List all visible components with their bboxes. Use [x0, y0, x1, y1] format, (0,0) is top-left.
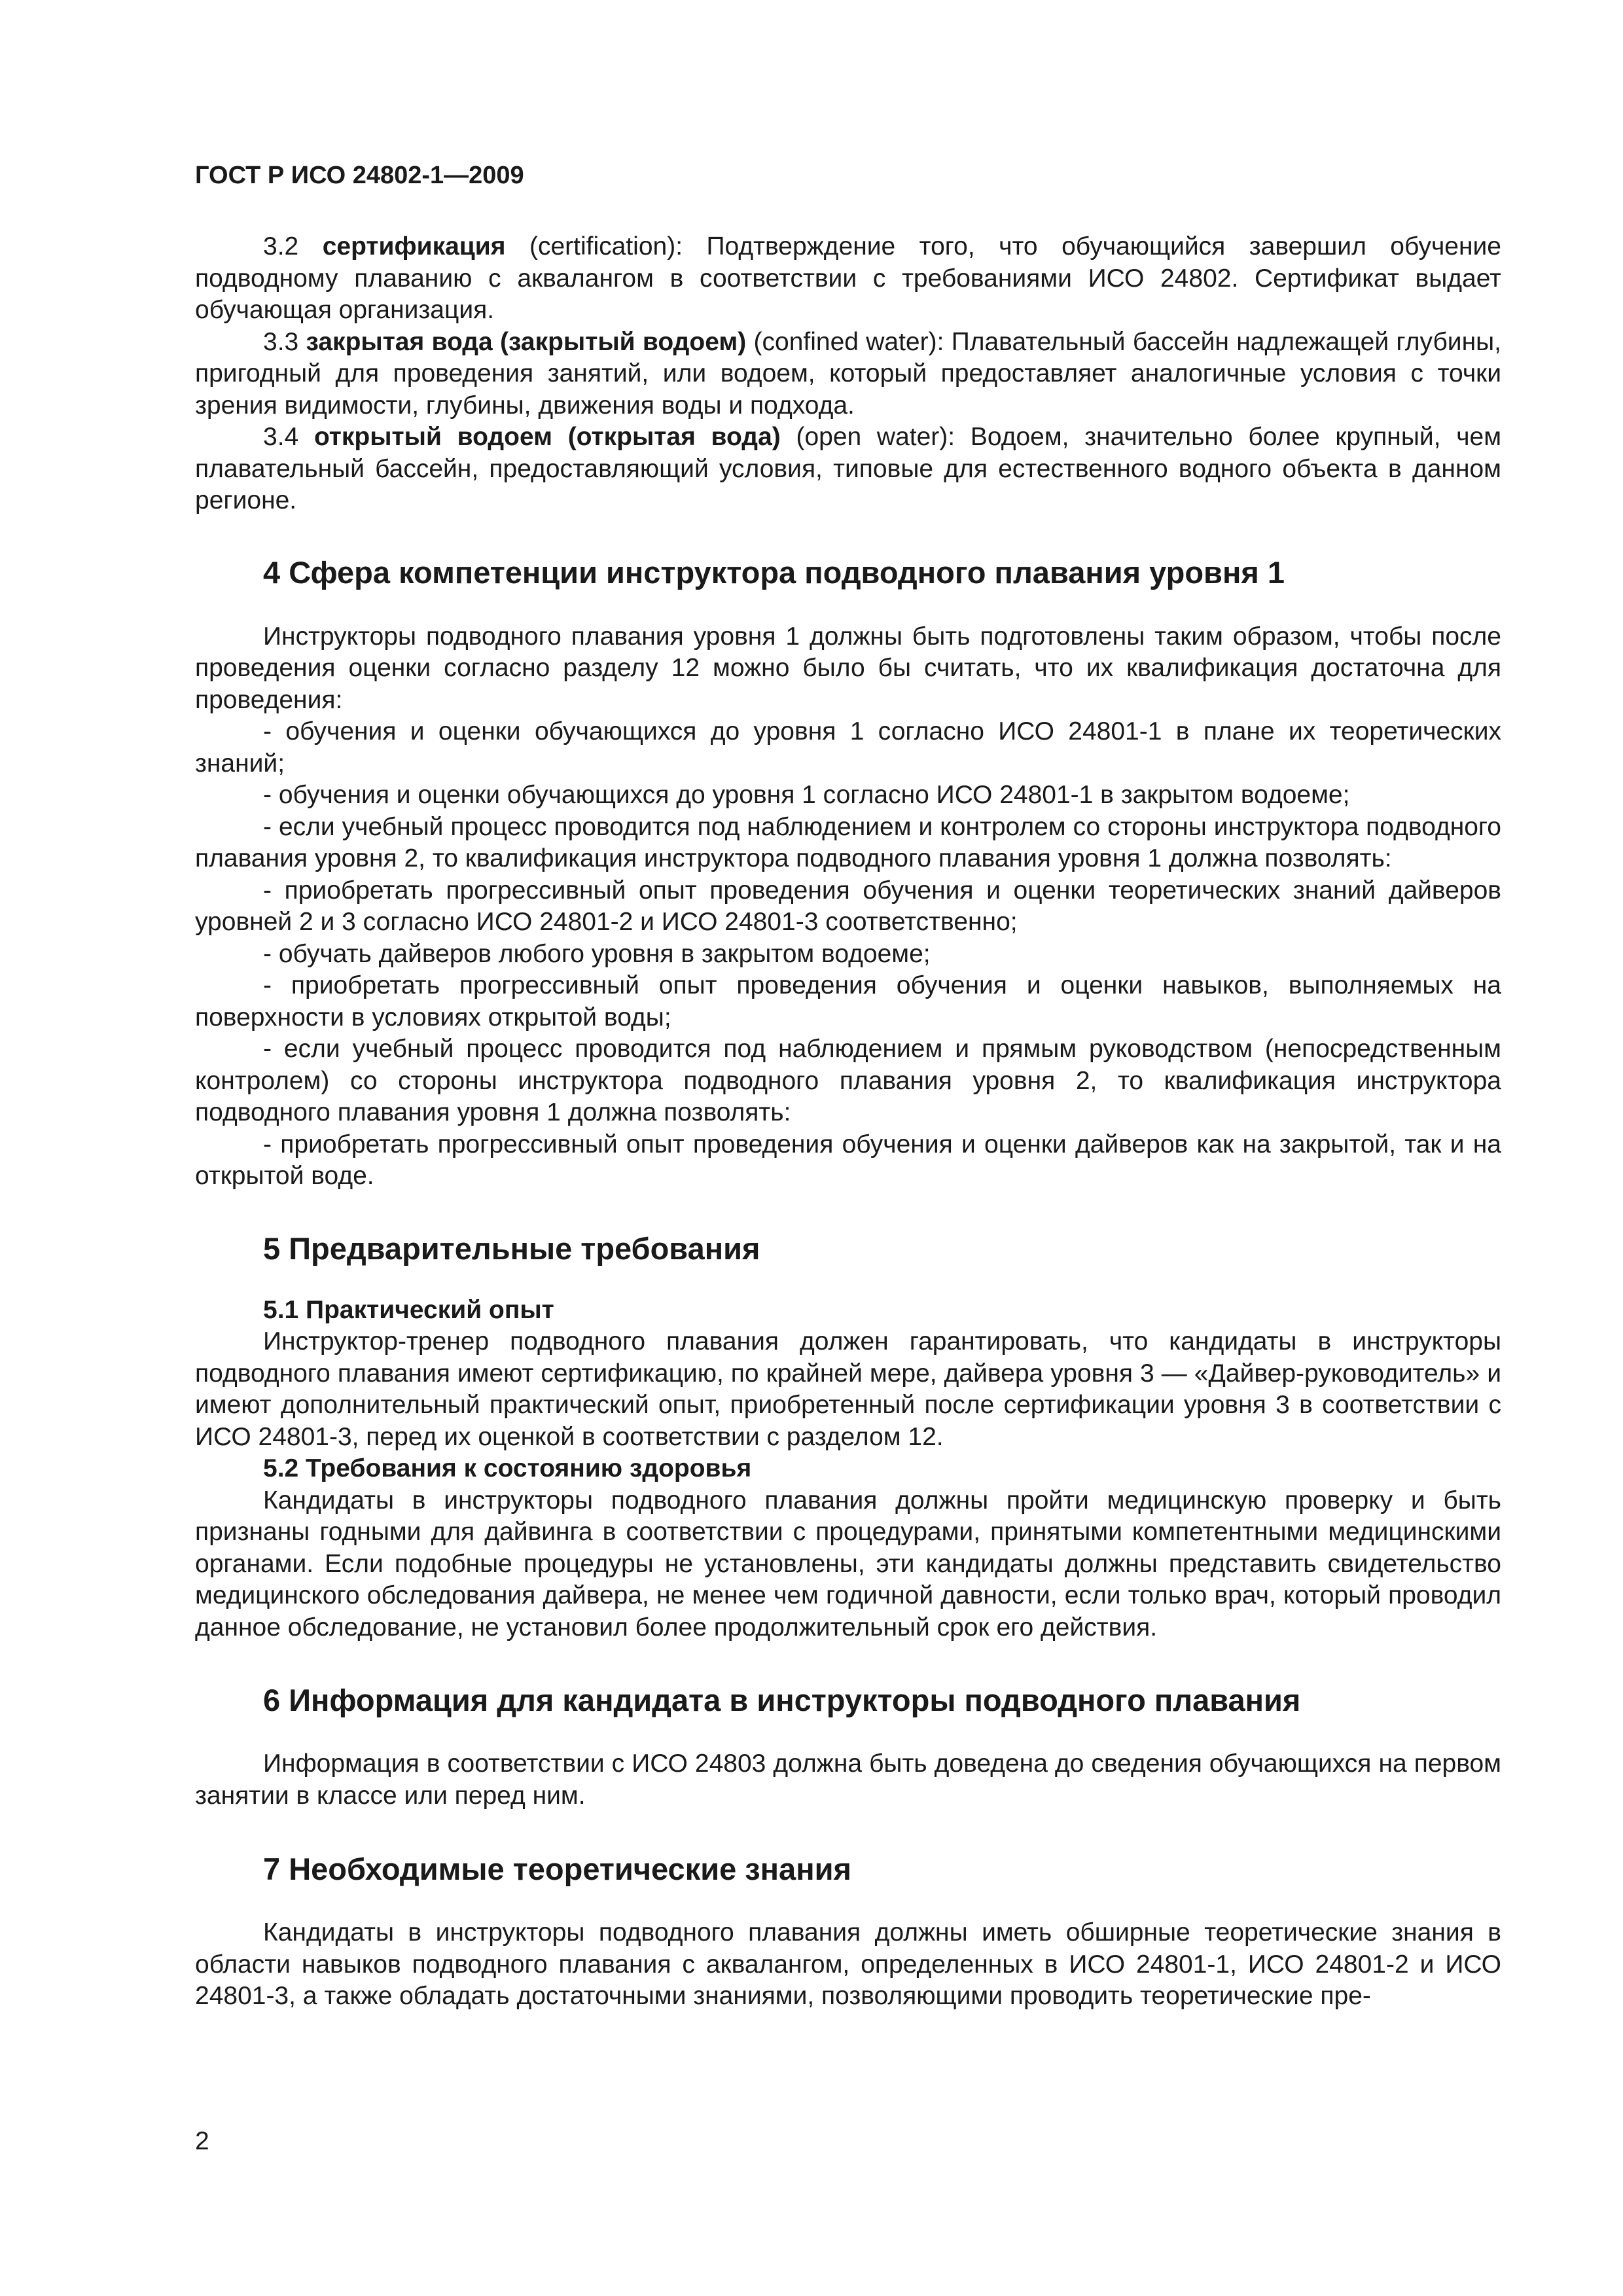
list-item: - обучения и оценки обучающихся до уровня 1 согласно ИСО 24801-1 в закрытом водоеме;	[263, 781, 1350, 809]
definition-3-4	[195, 422, 1501, 517]
list-item: - приобретать прогрессивный опыт проведения обучения и оценки дайверов как на закрытой, так и на открытой воде.	[195, 1130, 1501, 1190]
definition-english: (certification):	[529, 232, 683, 260]
definition-3-2	[195, 231, 1501, 327]
list-item: - обучать дайверов любого уровня в закрытом водоеме;	[263, 939, 931, 968]
definition-number: 3.4	[263, 423, 299, 451]
page-number: 2	[195, 2127, 209, 2155]
definition-term: закрытая вода (закрытый водоем)	[306, 327, 747, 356]
list-item: - если учебный процесс проводится под наблюдением и прямым руководством (непосредственным контролем) со стороны инструктора подводного плавания уровня 2, то квалификация инструктора подводного плавания уровня 1 должна позволять:	[195, 1035, 1501, 1126]
definition-term: сертификация	[322, 232, 506, 260]
section-6-title: 6 Информация для кандидата в инструкторы подводного плавания	[263, 1683, 1301, 1717]
definition-3-3	[195, 327, 1501, 422]
definition-text: Водоем, значительно более крупный, чем плавательный бассейн, предоставляющий условия, типовые для естественного водного объекта в данном регионе.	[195, 423, 1502, 514]
subsection-5-1-text: Инструктор-тренер подводного плавания должен гарантировать, что кандидаты в инструкторы подводного плавания имеют сертификацию, по крайней мере, дайвера уровня 3 — «Дайвер-руководитель» и имеют дополнительный практический опыт, приобретенный после сертификации уровня 3 в соответствии с ИСО 24801-3, перед их оценкой в соответствии с разделом 12.	[195, 1327, 1501, 1451]
list-item: - приобретать прогрессивный опыт проведения обучения и оценки навыков, выполняемых на поверхности в условиях открытой воды;	[195, 971, 1501, 1031]
section-4-intro: Инструкторы подводного плавания уровня 1 должны быть подготовлены таким образом, чтобы после проведения оценки согласно разделу 12 можно было бы считать, что их квалификация достаточна для проведения:	[195, 622, 1501, 714]
definition-english: (confined water):	[753, 327, 944, 356]
list-item: - обучения и оценки обучающихся до уровня 1 согласно ИСО 24801-1 в плане их теоретических знаний;	[195, 717, 1501, 778]
subsection-5-1-title: 5.1 Практический опыт	[263, 1295, 554, 1324]
section-7-text: Кандидаты в инструкторы подводного плавания должны иметь обширные теоретические знания в области навыков подводного плавания с аквалангом, определенных в ИСО 24801-1, ИСО 24801-2 и ИСО 24801-3, а также обладать достаточными знаниями, позволяющими проводить теоретические пре-	[195, 1918, 1501, 2010]
definition-number: 3.2	[263, 232, 299, 260]
page-content	[195, 160, 1501, 2013]
definition-text: Плавательный бассейн надлежащей глубины, пригодный для проведения занятий, или водоем, который предоставляет аналогичные условия с точки зрения видимости, глубины, движения воды и подхода.	[195, 327, 1501, 420]
subsection-5-2-text: Кандидаты в инструкторы подводного плавания должны пройти медицинскую проверку и быть признаны годными для дайвинга в соответствии с процедурами, принятыми компетентными медицинскими органами. Если подобные процедуры не установлены, эти кандидаты должны представить свидетельство медицинского обследования дайвера, не менее чем годичной давности, если только врач, который проводил данное обследование, не установил более продолжительный срок его действия.	[195, 1486, 1501, 1641]
list-item: - если учебный процесс проводится под наблюдением и контролем со стороны инструктора подводного плавания уровня 2, то квалификация инструктора подводного плавания уровня 1 должна позволять:	[195, 812, 1501, 872]
definition-number: 3.3	[263, 327, 299, 356]
document-header: ГОСТ Р ИСО 24802-1—2009	[195, 162, 524, 189]
list-item: - приобретать прогрессивный опыт проведения обучения и оценки теоретических знаний дайверов уровней 2 и 3 согласно ИСО 24801-2 и ИСО 24801-3 соответственно;	[195, 876, 1501, 936]
subsection-5-2-title: 5.2 Требования к состоянию здоровья	[263, 1454, 752, 1482]
definition-english: (open water):	[796, 423, 955, 451]
section-7-title: 7 Необходимые теоретические знания	[263, 1852, 851, 1886]
section-4-title: 4 Сфера компетенции инструктора подводного плавания уровня 1	[263, 554, 1285, 590]
section-5-title: 5 Предварительные требования	[263, 1230, 760, 1266]
section-6-text: Информация в соответствии с ИСО 24803 должна быть доведена до сведения обучающихся на первом занятии в классе или перед ним.	[195, 1749, 1501, 1810]
definition-text: Подтверждение того, что обучающийся завершил обучение подводному плаванию с аквалангом в соответствии с требованиями ИСО 24802. Сертификат выдает обучающая организация.	[195, 232, 1501, 324]
definition-term: открытый водоем (открытая вода)	[313, 423, 781, 451]
